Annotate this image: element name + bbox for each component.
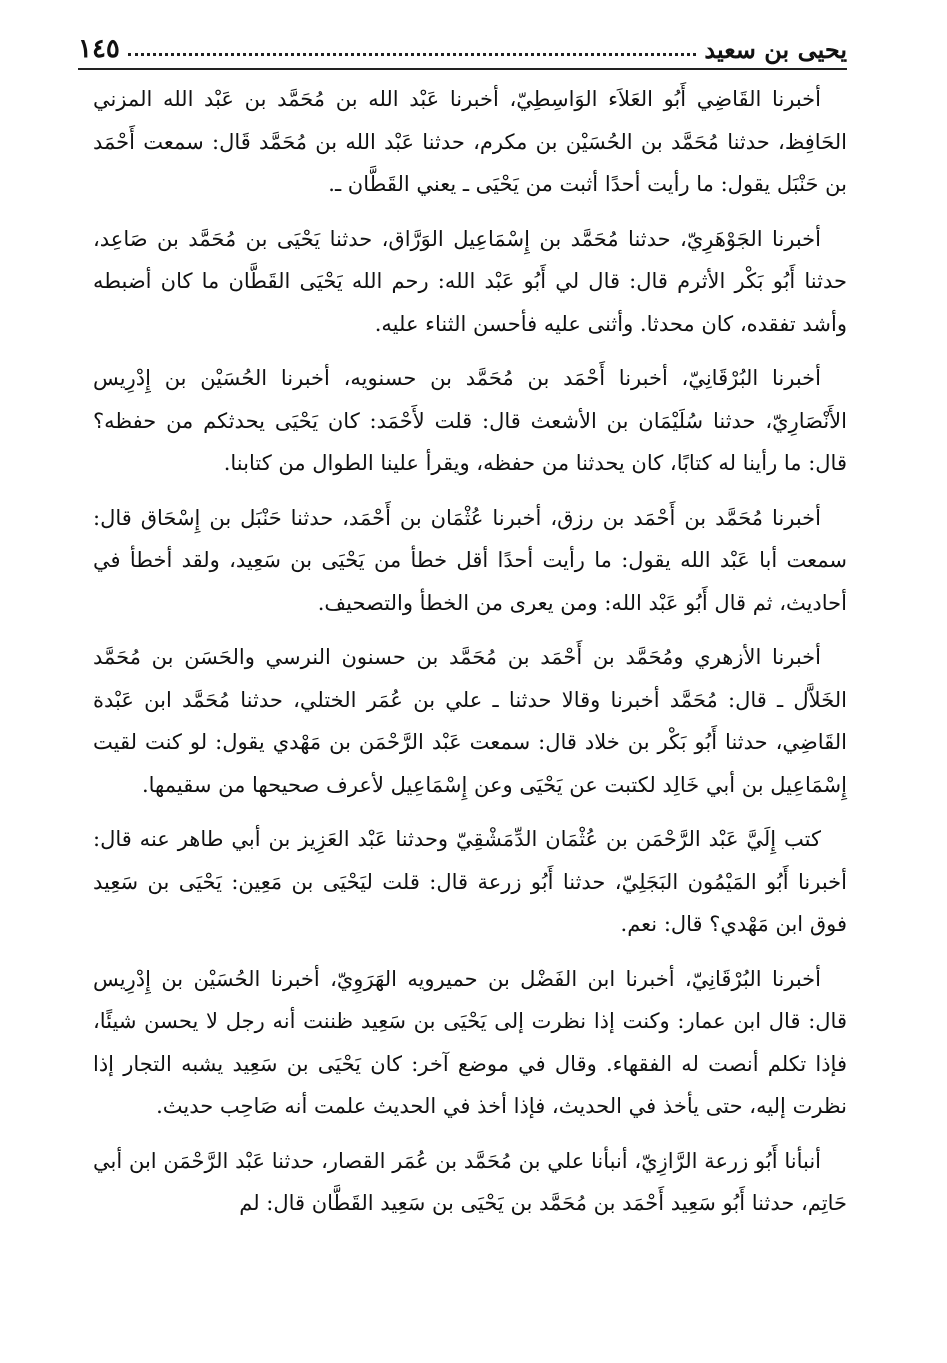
paragraph: أنبأنا أَبُو زرعة الرَّازِيّ، أنبأنا علي بن مُحَمَّد بن عُمَر القصار، حدثنا عَبْد الرَّحْمَن ابن أبي حَاتِم، حدثنا أَبُو سَعِيد أَحْمَد بن مُحَمَّد بن يَحْيَى بن سَعِيد القَطَّان قال: لم [93, 1148, 847, 1215]
paragraph: أخبرنا مُحَمَّد بن أَحْمَد بن رزق، أخبرنا عُثْمَان بن أَحْمَد، حدثنا حَنْبَل بن إِسْحَاق قال: سمعت أبا عَبْد الله يقول: ما رأيت أحدًا أقل خطأ من يَحْيَى بن سَعِيد، ولقد أخطأ في أحاديث، ثم قال أَبُو عَبْد الله: ومن يعرى من الخطأ والتصحيف. [93, 505, 847, 615]
page-header [78, 28, 847, 70]
running-title: يحيى بن سعيد [704, 35, 847, 64]
paragraph: كتب إِلَيَّ عَبْد الرَّحْمَن بن عُثْمَان الدِّمَشْقِيّ وحدثنا عَبْد العَزِيز بن أبي طاهر عنه قال: أخبرنا أَبُو المَيْمُون البَجَلِيّ، حدثنا أَبُو زرعة قال: قلت ليَحْيَى بن مَعِين: يَحْيَى بن سَعِيد فوق ابن مَهْدي؟ قال: نعم. [93, 827, 847, 936]
page-number: ١٤٥ [78, 34, 120, 64]
paragraph: أخبرنا الجَوْهَرِيّ، حدثنا مُحَمَّد بن إِسْمَاعِيل الوَرَّاق، حدثنا يَحْيَى بن مُحَمَّد بن صَاعِد، حدثنا أَبُو بَكْر الأثرم قال: قال لي أَبُو عَبْد الله: رحم الله يَحْيَى القَطَّان ما كان أضبطه وأشد تفقده، كان محدثا. وأثنى عليه فأحسن الثناء عليه. [93, 226, 847, 336]
body-text [93, 78, 847, 1343]
paragraph: أخبرنا الأزهري ومُحَمَّد بن أَحْمَد بن مُحَمَّد بن حسنون النرسي والحَسَن بن مُحَمَّد الخَلاَّل ـ قال: مُحَمَّد أخبرنا وقالا حدثنا ـ علي بن عُمَر الختلي، حدثنا مُحَمَّد ابن عَبْدة القَاضِي، حدثنا أَبُو بَكْر بن خلاد قال: سمعت عَبْد الرَّحْمَن بن مَهْدي يقول: لو كنت لقيت إِسْمَاعِيل بن أبي خَالِد لكتبت عن يَحْيَى وعن إِسْمَاعِيل لأعرف صحيحها من سقيمها. [93, 645, 847, 797]
paragraph: أخبرنا القَاضِي أَبُو العَلاَء الوَاسِطِيّ، أخبرنا عَبْد الله بن مُحَمَّد بن عَبْد الله المزني الحَافِظ، حدثنا مُحَمَّد بن الحُسَيْن بن مكرم، حدثنا عَبْد الله بن مُحَمَّد قَال: سمعت أَحْمَد بن حَنْبَل يقول: ما رأيت أحدًا أثبت من يَحْيَى ـ يعني القَطَّان ـ. [93, 87, 847, 196]
paragraph: أخبرنا البُرْقَانِيّ، أخبرنا أَحْمَد بن مُحَمَّد بن حسنويه، أخبرنا الحُسَيْن بن إِدْرِيس الأَنْصَارِيّ، حدثنا سُلَيْمَان بن الأشعث قال: قلت لأَحْمَد: كان يَحْيَى يحدثكم من حفظه؟ قال: ما رأينا له كتابًا، كان يحدثنا من حفظه، ويقرأ علينا الطوال من كتابنا. [93, 366, 847, 475]
dot-leader [128, 53, 696, 56]
paragraph: أخبرنا البُرْقَانِيّ، أخبرنا ابن الفَضْل بن حميرويه الهَرَوِيّ، أخبرنا الحُسَيْن بن إِدْرِيس قال: قال ابن عمار: وكنت إذا نظرت إلى يَحْيَى بن سَعِيد ظننت أنه رجل لا يحسن شيئًا، فإذا تكلم أنصت له الفقهاء. وقال في موضع آخر: كان يَحْيَى بن سَعِيد يشبه التجار إذا نظرت إليه، حتى يأخذ في الحديث، فإذا أخذ في الحديث علمت أنه صَاحِب حديث. [93, 966, 847, 1118]
